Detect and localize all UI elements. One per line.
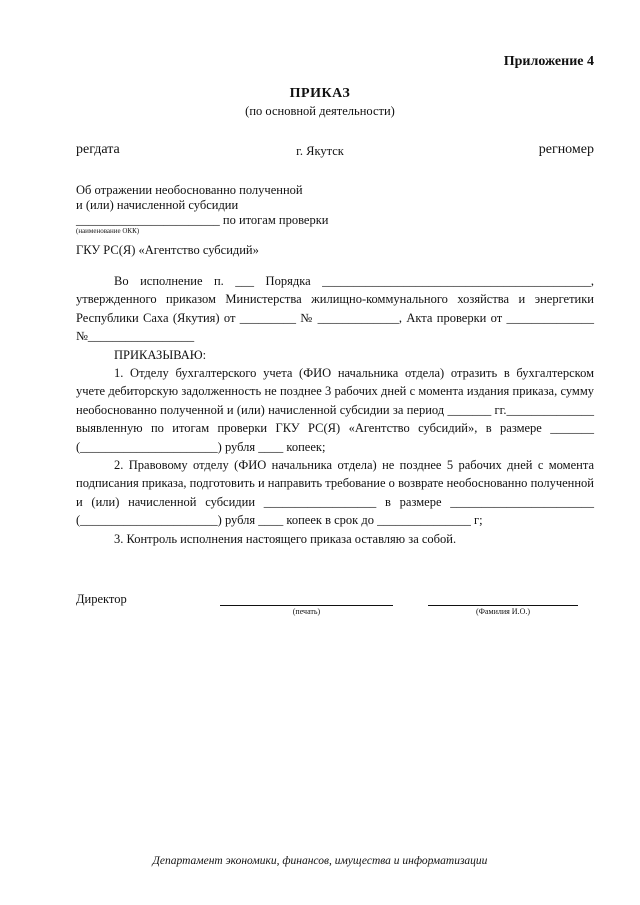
reg-number: регномер [538,142,594,157]
paragraph-3: 3. Контроль исполнения настоящего приказа оставляю за собой. [114,531,457,546]
paragraph-1: 1. Отделу бухгалтерского учета (ФИО начальника отдела) отразить в бухгалтерском учете дебиторскую задолженность не позднее 3 рабочих дней с момента издания приказа, сумму необоснованно полученной и (или) начисленной субсидии за период _______ гг.______________ выявленную по итогам проверки ГКУ РС(Я) «Агентство субсидий», в размере _______ (______________________) рубля ____ копеек; [76,366,594,454]
subject-caption: (наименование ОКК) [76,227,140,235]
subject-line-1: Об отражении необоснованно полученной [76,183,303,197]
reg-date: регдата [76,142,120,157]
seal-line [220,605,393,606]
document-subtitle: (по основной деятельности) [245,104,395,118]
annex-label: Приложение 4 [503,54,594,69]
order-body [76,272,594,548]
order-word: ПРИКАЗЫВАЮ: [114,347,207,362]
subject-line-2: и (или) начисленной субсидии [76,198,239,212]
agency-name: ГКУ РС(Я) «Агентство субсидий» [76,243,259,257]
paragraph-2: 2. Правовому отделу (ФИО начальника отдела) не позднее 5 рабочих дней с момента подписания приказа, подготовить и направить требование о возврате необоснованно полученной и (или) начисленной субсидии __________________ в размере _______________________ (______________________) рубля ____ копеек в срок до _______________ г; [76,458,594,528]
document-title: ПРИКАЗ [289,86,351,101]
city: г. Якутск [296,144,344,158]
name-caption: (Фамилия И.О.) [475,607,531,616]
name-line [428,605,578,606]
seal-caption: (печать) [292,607,321,616]
footer-department: Департамент экономики, финансов, имущества и информатизации [152,855,488,867]
paragraph-preamble: Во исполнение п. ___ Порядка ___________________________________________, утвержденного приказом Министерства жилищно-коммунального хозяйства и энергетики Республики Саха (Якутия) от _________ № _____________, Акта проверки от ______________ №_________________ [76,274,594,344]
director-label: Директор [76,592,127,606]
subject-line-3: _______________________ по итогам проверки [76,213,329,227]
